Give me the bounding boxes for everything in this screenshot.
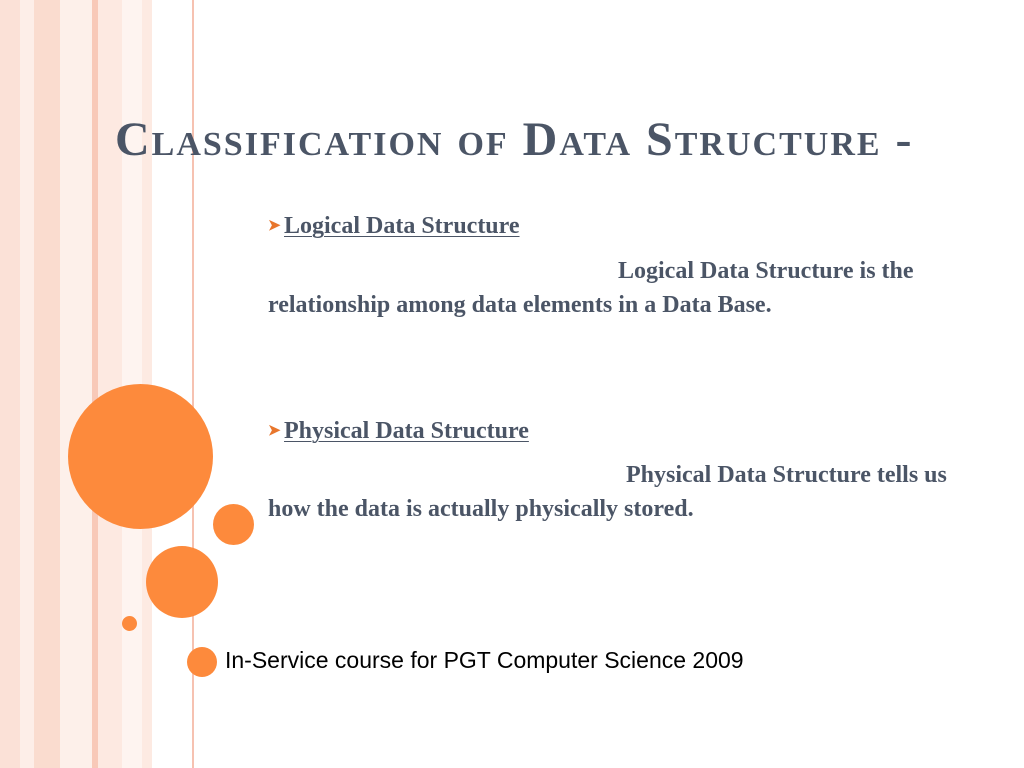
decorative-circle <box>187 647 217 677</box>
section-body-logical: Logical Data Structure is the relationship among data elements in a Data Base. <box>268 258 914 318</box>
section-heading-text: Logical Data Structure <box>284 213 520 239</box>
section-heading-physical <box>268 418 529 445</box>
decorative-stripe <box>0 0 20 768</box>
section-body-physical: Physical Data Structure tells us how the data is actually physically stored. <box>268 462 947 522</box>
decorative-stripe <box>60 0 92 768</box>
arrow-bullet-icon: ➤ <box>268 218 281 234</box>
decorative-circle <box>122 616 137 631</box>
slide-title: Classification of Data Structure - <box>115 113 914 166</box>
section-heading-logical <box>268 213 520 240</box>
decorative-stripe <box>34 0 60 768</box>
slide-footer: In-Service course for PGT Computer Science 2009 <box>225 647 744 673</box>
decorative-stripe <box>20 0 34 768</box>
decorative-circle <box>213 504 254 545</box>
arrow-bullet-icon: ➤ <box>268 423 281 439</box>
decorative-circle <box>68 384 213 529</box>
section-heading-text: Physical Data Structure <box>284 418 529 444</box>
decorative-circle <box>146 546 218 618</box>
